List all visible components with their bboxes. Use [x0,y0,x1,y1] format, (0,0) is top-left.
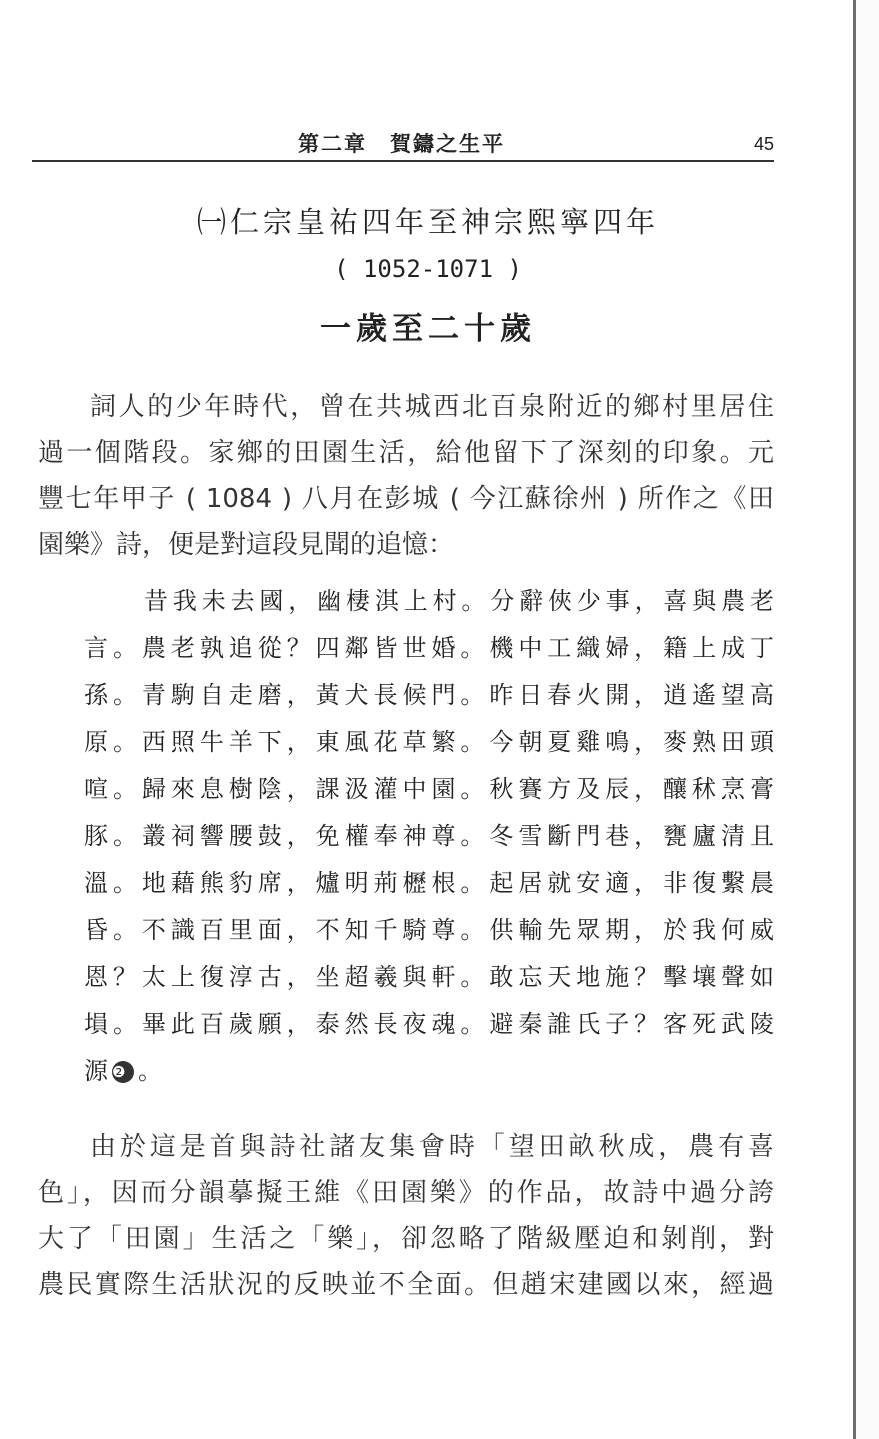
poem-line: 喧。歸來息樹陰，課汲灌中園。秋賽方及辰，釀秫烹膏 [84,775,774,803]
page-number: 45 [753,134,774,154]
paragraph-line: 由於這是首與詩社諸友集會時「望田畝秋成，農有喜 [90,1132,774,1162]
poem-line: 塤。畢此百歲願，泰然長夜魂。避秦誰氏子？客死武陵 [84,1010,774,1038]
running-header [32,128,774,162]
poem-line: 昔我未去國，幽棲淇上村。分辭俠少事，喜與農老 [144,587,774,615]
chapter-title: 第二章 賀鑄之生平 [298,131,505,156]
paragraph-line: 過一個階段。家鄉的田園生活，給他留下了深刻的印象。元 [38,438,774,468]
poem-line: 恩？太上復淳古，坐超羲與軒。敢忘天地施？擊壤聲如 [84,963,774,991]
section-years: ( 1052-1071 ) [334,255,522,283]
poem-quotation [84,578,774,1095]
footnote-marker[interactable]: ❷ [112,1061,134,1083]
poem-last-punct: 。 [138,1057,162,1085]
section-ages: 一歲至二十歲 [320,311,536,347]
poem-line: 言。農老孰追從？四鄰皆世婚。機中工織婦，籍上成丁 [84,634,774,662]
poem-line: 孫。青駒自走磨，黃犬長候門。昨日春火開，逍遙望高 [84,681,774,709]
poem-last-line [84,1048,774,1095]
right-margin [856,0,879,1439]
paragraph-line: 農民實際生活狀況的反映並不全面。但趙宋建國以來，經過 [38,1270,774,1300]
paragraph-commentary [38,1124,774,1308]
paragraph-line: 詞人的少年時代，曾在共城西北百泉附近的鄉村里居住 [90,392,774,422]
paragraph-intro [38,384,774,568]
poem-line: 原。西照牛羊下，東風花草繁。今朝夏雞鳴，麥熟田頭 [84,728,774,756]
poem-last-text: 源 [84,1057,108,1085]
section-title: ㈠仁宗皇祐四年至神宗熙寧四年 [196,205,659,239]
paragraph-line: 色」，因而分韻摹擬王維《田園樂》的作品，故詩中過分誇 [38,1178,774,1208]
poem-line: 豚。叢祠響腰鼓，免權奉神尊。冬雪斷門巷，甕廬清且 [84,822,774,850]
paragraph-line: 大了「田園」生活之「樂」，卻忽略了階級壓迫和剝削，對 [38,1224,774,1254]
poem-line: 昏。不識百里面，不知千騎尊。供輸先眾期，於我何威 [84,916,774,944]
paragraph-line: 園樂》詩，便是對這段見聞的追憶： [38,530,455,560]
poem-line: 溫。地藉熊豹席，爐明荊櫪根。起居就安適，非復繫晨 [84,869,774,897]
paragraph-line: 豐七年甲子 ( 1084 ) 八月在彭城 ( 今江蘇徐州 ) 所作之《田 [38,484,774,514]
